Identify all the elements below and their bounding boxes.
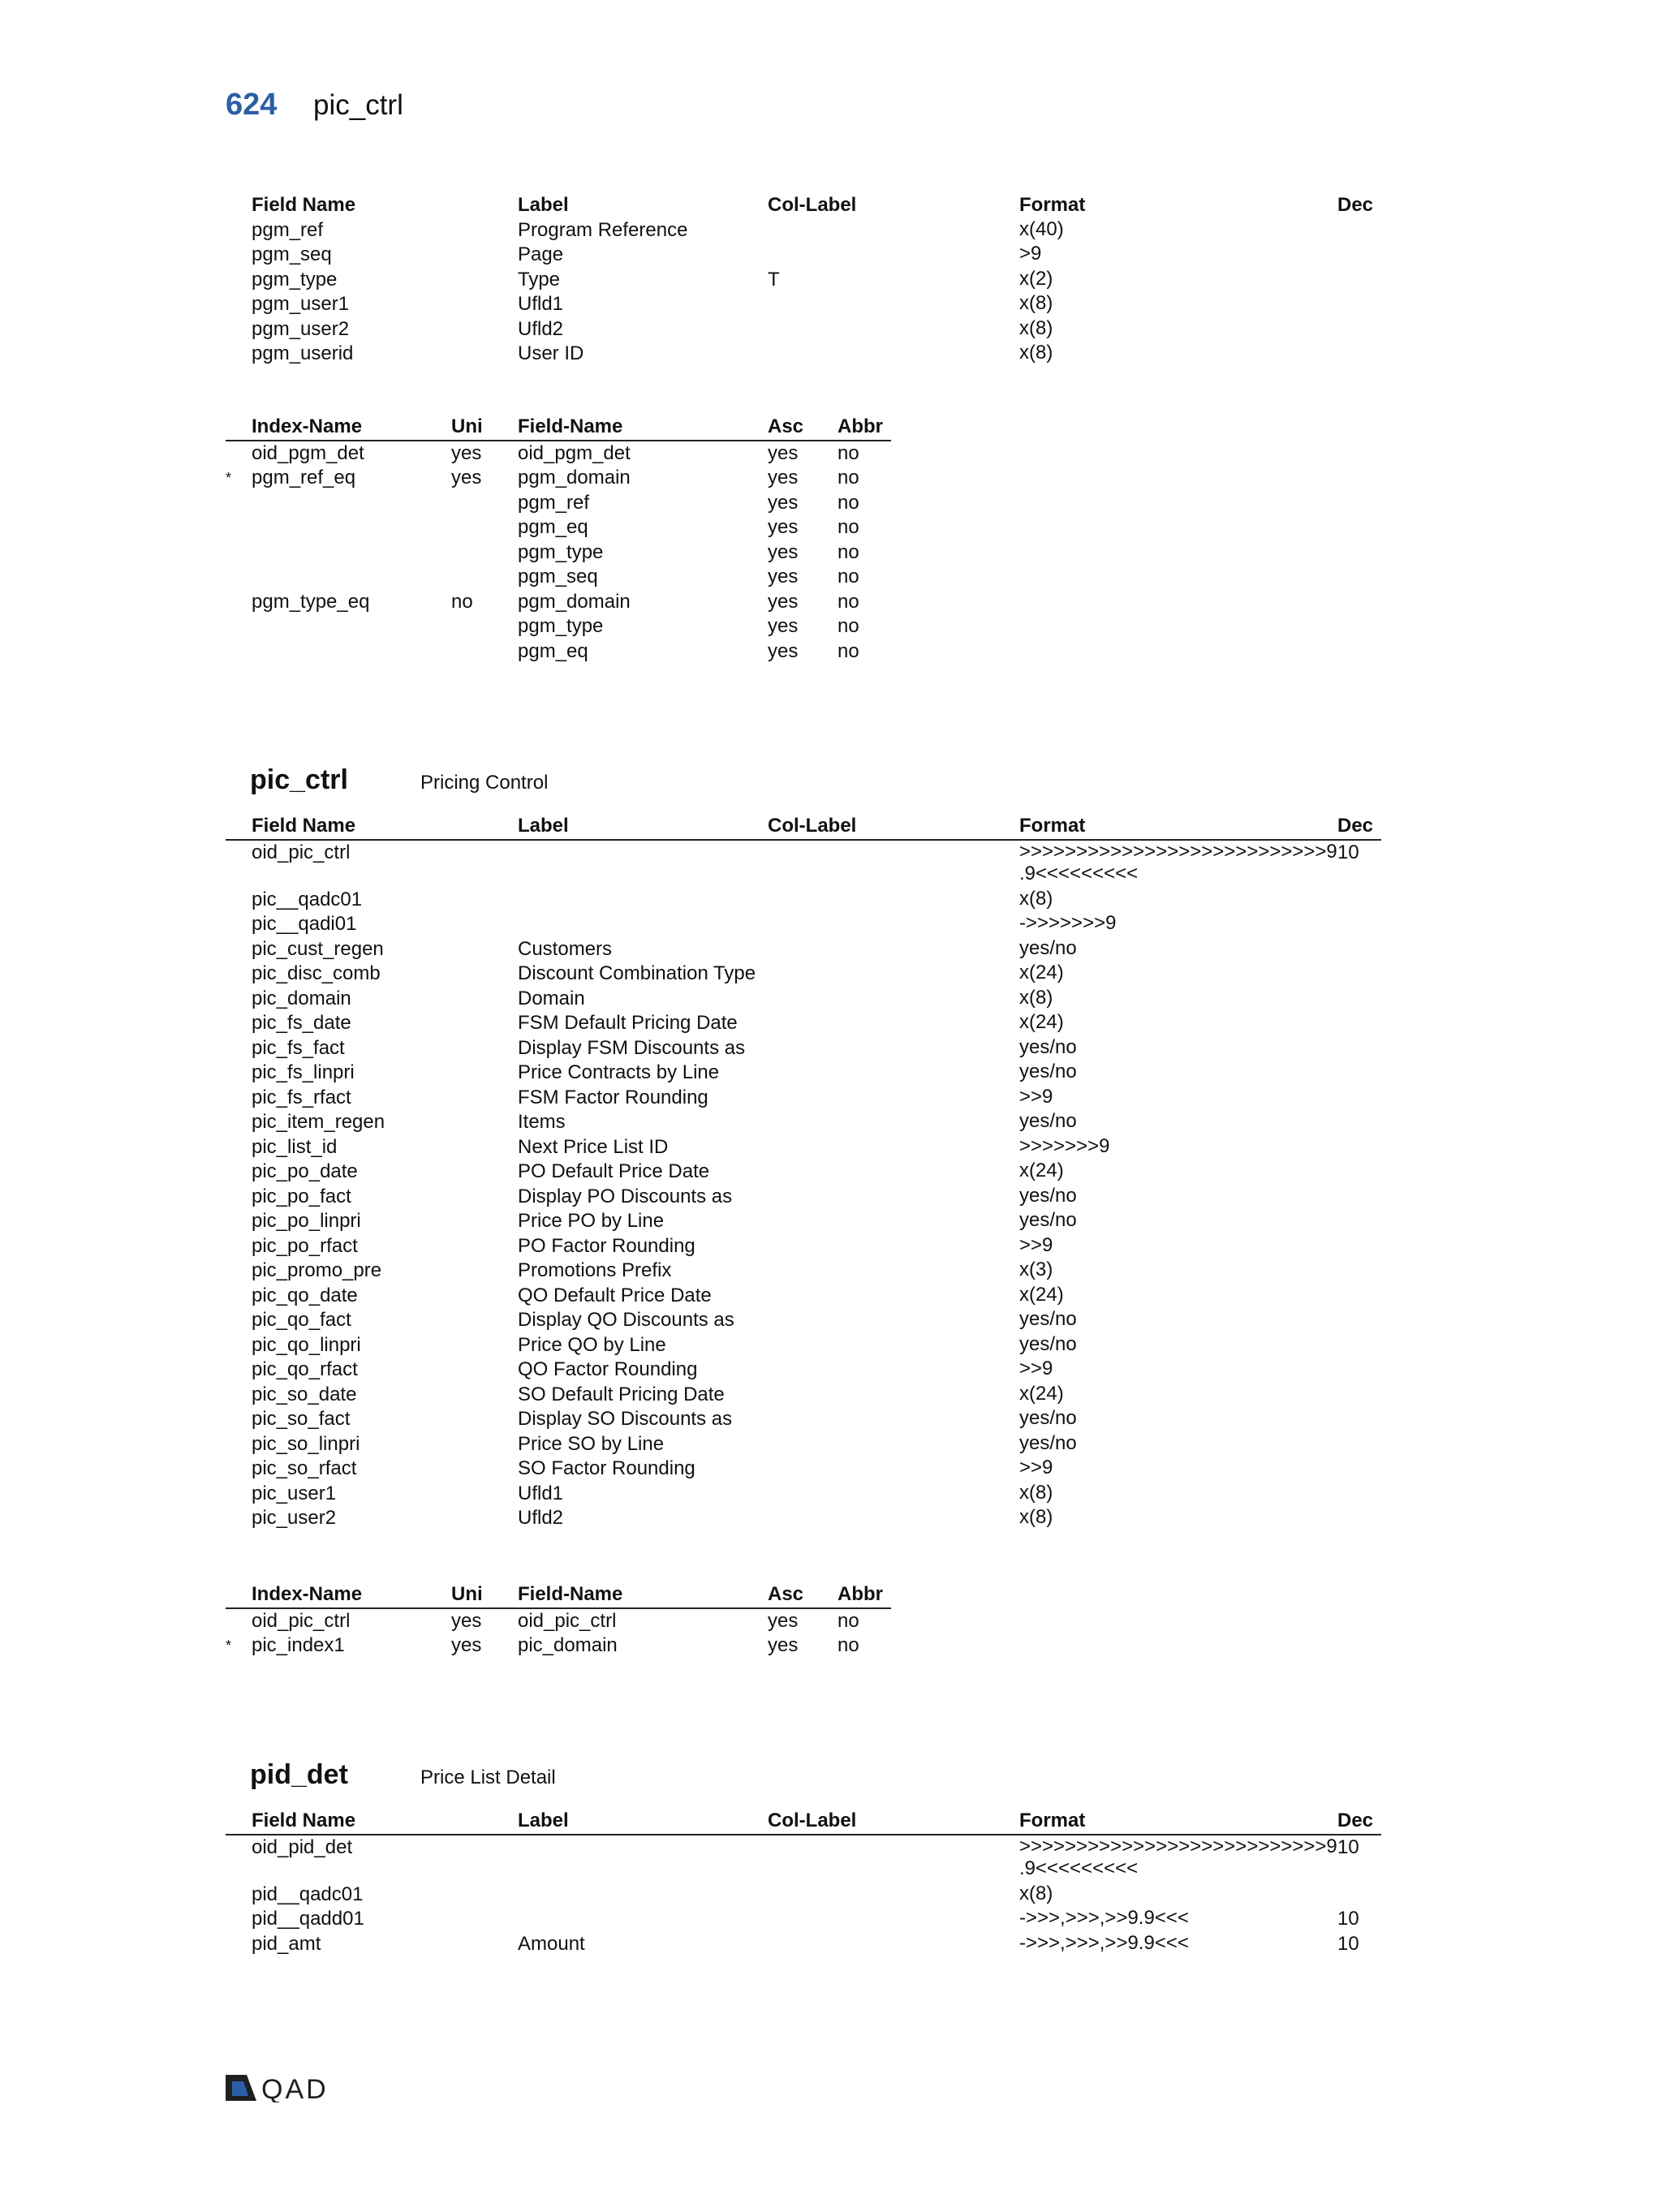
field-format [1019,1407,1077,1429]
field-name: pic_po_rfact [252,1234,358,1257]
index-ascending: yes [768,540,799,563]
qad-logo [226,2073,347,2102]
field-name: pic_so_linpri [252,1432,360,1455]
field-format [1019,1284,1064,1306]
index-abbreviated: no [837,516,859,538]
header-field-name: Field-Name [518,1583,623,1605]
field-row [226,268,1381,293]
index-ascending: yes [768,491,799,514]
index-unique: no [451,590,473,613]
index-field-name: pgm_seq [518,566,598,587]
field-label: Price SO by Line [518,1432,665,1455]
index-abbreviated: no [837,441,859,464]
field-format [1019,1061,1077,1082]
field-row [226,1061,1381,1086]
field-name: pic_fs_date [252,1012,351,1034]
field-format [1019,1185,1077,1207]
field-label: Display PO Discounts as [518,1185,733,1207]
field-format [1019,962,1064,983]
section-title-pid-det: pid_det [250,1759,348,1790]
field-row [226,1110,1381,1135]
field-format [1019,1457,1053,1478]
field-name: pgm_user1 [252,293,350,315]
field-format-line1: >9 [1019,243,1042,265]
field-format-line1: yes/no [1019,1308,1077,1330]
field-name: oid_pid_det [252,1835,353,1858]
field-format [1019,888,1053,910]
header-dec: Dec [1337,815,1374,837]
field-name: pic_qo_fact [252,1309,351,1331]
field-format [1019,1234,1053,1256]
index-field-name: pgm_domain [518,590,631,613]
header-format: Format [1019,194,1086,216]
field-label: Ufld1 [518,293,564,315]
header-col-label: Col-Label [768,194,857,216]
field-format-line1: >>>>>>>>>>>>>>>>>>>>>>>>>>>9 [1019,1835,1337,1857]
header-format: Format [1019,815,1086,837]
field-dec: 10 [1337,841,1359,863]
index-field-name: pgm_domain [518,467,631,488]
pic-fields-body [226,841,1381,1531]
field-format [1019,1482,1053,1504]
field-name: pic_user2 [252,1507,337,1529]
field-format-line1: x(8) [1019,1506,1053,1528]
field-format-line1: x(8) [1019,316,1053,339]
field-row [226,1883,1381,1908]
index-ascending: yes [768,639,799,662]
field-format [1019,1835,1337,1879]
index-field-name: pgm_type [518,615,604,637]
field-format [1019,1432,1077,1454]
field-row [226,912,1381,937]
header-format: Format [1019,1810,1086,1831]
index-abbreviated: no [837,1634,859,1656]
index-row [226,491,891,516]
field-format-line1: x(8) [1019,887,1053,910]
index-abbreviated: no [837,540,859,563]
index-abbreviated: no [837,1609,859,1632]
field-row [226,1284,1381,1309]
field-format-line1: x(8) [1019,1882,1053,1904]
field-format-line1: x(3) [1019,1259,1053,1280]
field-name: pic_item_regen [252,1111,385,1133]
field-name: pic_qo_linpri [252,1333,361,1356]
index-ascending: yes [768,590,799,613]
field-name: pic_disc_comb [252,962,381,984]
header-index-name: Index-Name [252,415,363,437]
pic-index-body [226,1609,891,1659]
header-uni: Uni [451,415,483,437]
index-unique: yes [451,1609,482,1632]
pgm-fields-table [226,193,1381,367]
field-header-row [226,814,1381,841]
field-label: SO Default Pricing Date [518,1383,725,1405]
field-format [1019,841,1337,884]
header-field-name: Field-Name [518,415,623,437]
header-index-name: Index-Name [252,1583,363,1605]
field-row [226,1135,1381,1160]
index-row [226,590,891,615]
field-format [1019,1209,1077,1231]
field-row [226,1482,1381,1507]
field-format-line1: x(8) [1019,986,1053,1009]
field-format [1019,1135,1109,1157]
header-label: Label [518,194,569,216]
field-row [226,1308,1381,1333]
field-format-line1: yes/no [1019,1110,1077,1132]
field-label: Items [518,1111,566,1133]
field-header-row [226,1809,1381,1835]
index-abbreviated: no [837,615,859,637]
index-unique: yes [451,1634,482,1656]
field-format [1019,1932,1189,1954]
index-header-row [226,415,891,441]
field-format-line1: yes/no [1019,1209,1077,1231]
header-uni: Uni [451,1583,483,1605]
header-abbr: Abbr [837,1583,883,1605]
field-row [226,1333,1381,1358]
index-field-name: pgm_eq [518,516,588,538]
field-format [1019,1883,1053,1904]
field-format-line1: ->>>>>>>9 [1019,912,1117,934]
field-header-row [226,193,1381,218]
field-dec: 10 [1337,1932,1359,1955]
field-format-line1: yes/no [1019,1431,1077,1454]
field-format-line1: x(40) [1019,217,1064,240]
field-label: Domain [518,987,585,1009]
field-format-line1: yes/no [1019,1407,1077,1429]
field-row [226,1907,1381,1932]
field-name: pic_po_fact [252,1185,351,1207]
pid-fields-table [226,1809,1381,1956]
field-row [226,1506,1381,1531]
field-name: pic_domain [252,987,351,1009]
field-label: QO Factor Rounding [518,1358,698,1380]
index-ascending: yes [768,516,799,538]
field-name: pic_so_fact [252,1408,351,1430]
page-number: 624 [226,88,278,122]
index-ascending: yes [768,1634,799,1656]
field-row [226,1432,1381,1457]
field-label: Display SO Discounts as [518,1408,733,1430]
field-format-line1: x(8) [1019,292,1053,314]
field-row [226,1835,1381,1883]
field-row [226,1209,1381,1234]
field-format-line1: yes/no [1019,1332,1077,1355]
field-label: Amount [518,1932,585,1955]
index-row [226,540,891,566]
field-format-line1: yes/no [1019,936,1077,959]
field-format [1019,1308,1077,1330]
pgm-index-table [226,415,891,664]
field-name: pic_list_id [252,1135,338,1158]
index-abbreviated: no [837,467,859,488]
field-row [226,841,1381,888]
field-label: Display FSM Discounts as [518,1036,746,1059]
field-format-line1: x(8) [1019,342,1053,364]
index-abbreviated: no [837,590,859,613]
field-format-line1: x(24) [1019,1011,1064,1033]
field-row [226,342,1381,367]
field-label: Promotions Prefix [518,1259,672,1281]
index-header-row [226,1582,891,1609]
field-format [1019,243,1041,265]
index-row [226,441,891,467]
field-name: pid__qadc01 [252,1883,364,1905]
field-format [1019,1086,1053,1108]
primary-index-marker: * [226,1637,232,1654]
field-row [226,1185,1381,1210]
field-format-line1: x(2) [1019,267,1053,290]
field-format-line1: yes/no [1019,1035,1077,1058]
field-name: pgm_type [252,268,338,290]
index-field-name: oid_pgm_det [518,441,631,464]
field-format [1019,912,1116,934]
field-label: SO Factor Rounding [518,1457,695,1479]
field-label: PO Factor Rounding [518,1234,695,1257]
field-format [1019,268,1053,290]
field-format [1019,1110,1077,1132]
header-field-name: Field Name [252,815,356,837]
pic-fields-table [226,814,1381,1531]
field-name: pid__qadd01 [252,1908,364,1930]
field-name: pic_po_linpri [252,1210,361,1232]
field-format-line1: yes/no [1019,1061,1077,1082]
field-format [1019,317,1053,339]
field-row [226,962,1381,987]
index-row [226,466,891,491]
index-name: oid_pic_ctrl [252,1609,351,1632]
field-col-label: T [768,268,780,290]
section-desc-pic-ctrl: Pricing Control [420,772,549,794]
pid-fields-body [226,1835,1381,1957]
field-row [226,1932,1381,1957]
field-format-line1: >>>>>>>9 [1019,1134,1110,1157]
index-ascending: yes [768,615,799,637]
field-label: Type [518,268,561,290]
index-row [226,515,891,540]
field-name: pic_fs_rfact [252,1086,351,1108]
index-field-name: oid_pic_ctrl [518,1609,617,1632]
index-name: pgm_ref_eq [252,467,356,488]
pgm-fields-body [226,218,1381,367]
field-format [1019,292,1053,314]
primary-index-marker: * [226,470,232,486]
field-name: pgm_user2 [252,317,350,340]
section-title-pic-ctrl: pic_ctrl [250,764,348,795]
field-row [226,1259,1381,1284]
index-ascending: yes [768,1609,799,1632]
field-label: Ufld2 [518,317,564,340]
field-format-line1: >>9 [1019,1233,1053,1256]
field-row [226,888,1381,913]
field-label: Customers [518,937,613,960]
field-label: Display QO Discounts as [518,1309,734,1331]
header-abbr: Abbr [837,415,883,437]
header-field-name: Field Name [252,194,356,216]
field-format-line2: .9<<<<<<<<< [1019,1857,1139,1879]
index-field-name: pgm_type [518,540,604,563]
index-name: pgm_type_eq [252,590,370,613]
field-format-line1: x(24) [1019,1283,1064,1306]
index-name: pic_index1 [252,1634,345,1656]
field-dec: 10 [1337,1908,1359,1930]
header-field-name: Field Name [252,1810,356,1831]
field-row [226,1011,1381,1036]
field-label: FSM Factor Rounding [518,1086,708,1108]
field-format-line1: x(8) [1019,1481,1053,1504]
index-ascending: yes [768,467,799,488]
field-format-line1: >>9 [1019,1085,1053,1108]
field-row [226,218,1381,243]
field-row [226,1160,1381,1185]
field-format-line1: >>9 [1019,1358,1053,1379]
field-format-line1: x(24) [1019,1160,1064,1181]
field-format [1019,1506,1053,1528]
field-format [1019,1036,1077,1058]
index-name: oid_pgm_det [252,441,364,464]
header-dec: Dec [1337,1810,1374,1831]
header-asc: Asc [768,415,804,437]
header-col-label: Col-Label [768,1810,857,1831]
field-row [226,1086,1381,1111]
index-row [226,565,891,590]
field-label: Page [518,243,564,265]
field-format-line1: yes/no [1019,1184,1077,1207]
field-name: pic_cust_regen [252,937,384,960]
field-dec: 10 [1337,1835,1359,1858]
field-name: pic_fs_fact [252,1036,345,1059]
field-name: pic__qadc01 [252,888,363,910]
index-row [226,1633,891,1659]
header-asc: Asc [768,1583,804,1605]
qad-logo-mark [226,2073,347,2102]
field-format-line2: .9<<<<<<<<< [1019,862,1139,884]
section-desc-pid-det: Price List Detail [420,1767,556,1788]
field-name: pic__qadi01 [252,913,357,935]
field-name: pgm_seq [252,243,332,265]
field-row [226,292,1381,317]
page-title: pic_ctrl [313,89,403,121]
index-unique: yes [451,467,482,488]
field-row [226,1457,1381,1482]
field-name: pgm_ref [252,218,324,241]
field-label: Discount Combination Type [518,962,756,984]
index-row [226,614,891,639]
field-row [226,317,1381,342]
qad-logo-text: QAD [261,2074,329,2102]
index-row [226,639,891,665]
field-label: Ufld1 [518,1482,564,1504]
header-dec: Dec [1337,194,1374,216]
field-row [226,987,1381,1012]
field-name: pic_so_rfact [252,1457,357,1479]
field-format-line1: >>>>>>>>>>>>>>>>>>>>>>>>>>>9 [1019,840,1337,863]
field-format-line1: ->>>,>>>,>>9.9<<< [1019,1907,1189,1929]
field-format-line1: >>9 [1019,1457,1053,1478]
pic-index-table [226,1582,891,1659]
field-label: Next Price List ID [518,1135,669,1158]
field-name: pic_qo_date [252,1284,358,1306]
header-col-label: Col-Label [768,815,857,837]
field-format [1019,342,1053,364]
header-label: Label [518,1810,569,1831]
index-abbreviated: no [837,639,859,662]
field-format [1019,1011,1064,1033]
field-row [226,1036,1381,1061]
field-row [226,937,1381,962]
field-label: FSM Default Pricing Date [518,1012,738,1034]
index-row [226,1609,891,1634]
field-row [226,1234,1381,1259]
field-label: Price Contracts by Line [518,1061,720,1083]
field-label: PO Default Price Date [518,1160,710,1182]
field-format [1019,218,1064,240]
field-row [226,1358,1381,1383]
field-label: Ufld2 [518,1507,564,1529]
field-format [1019,937,1077,959]
field-name: pic_po_date [252,1160,358,1182]
field-label: QO Default Price Date [518,1284,712,1306]
field-format [1019,987,1053,1009]
index-ascending: yes [768,566,799,587]
header-label: Label [518,815,569,837]
field-name: pic_so_date [252,1383,357,1405]
index-abbreviated: no [837,491,859,514]
field-format-line1: x(24) [1019,1382,1064,1405]
field-format [1019,1907,1189,1929]
field-row [226,243,1381,268]
index-unique: yes [451,441,482,464]
field-label: Program Reference [518,218,688,241]
index-field-name: pgm_ref [518,491,590,514]
field-name: pic_fs_linpri [252,1061,355,1083]
field-name: pic_user1 [252,1482,337,1504]
field-format [1019,1259,1053,1280]
field-label: Price QO by Line [518,1333,666,1356]
index-abbreviated: no [837,566,859,587]
field-name: pic_qo_rfact [252,1358,358,1380]
field-format [1019,1383,1064,1405]
field-name: pgm_userid [252,342,354,364]
field-format-line1: ->>>,>>>,>>9.9<<< [1019,1931,1189,1954]
field-name: pid_amt [252,1932,321,1955]
field-label: User ID [518,342,584,364]
field-label: Price PO by Line [518,1210,665,1232]
pgm-index-body [226,441,891,665]
field-name: pic_promo_pre [252,1259,382,1281]
field-format [1019,1160,1064,1181]
index-field-name: pgm_eq [518,639,588,662]
field-row [226,1383,1381,1408]
field-row [226,1407,1381,1432]
field-format-line1: x(24) [1019,962,1064,983]
field-format [1019,1333,1077,1355]
index-field-name: pic_domain [518,1634,618,1656]
field-format [1019,1358,1053,1379]
field-name: oid_pic_ctrl [252,841,351,863]
index-ascending: yes [768,441,799,464]
